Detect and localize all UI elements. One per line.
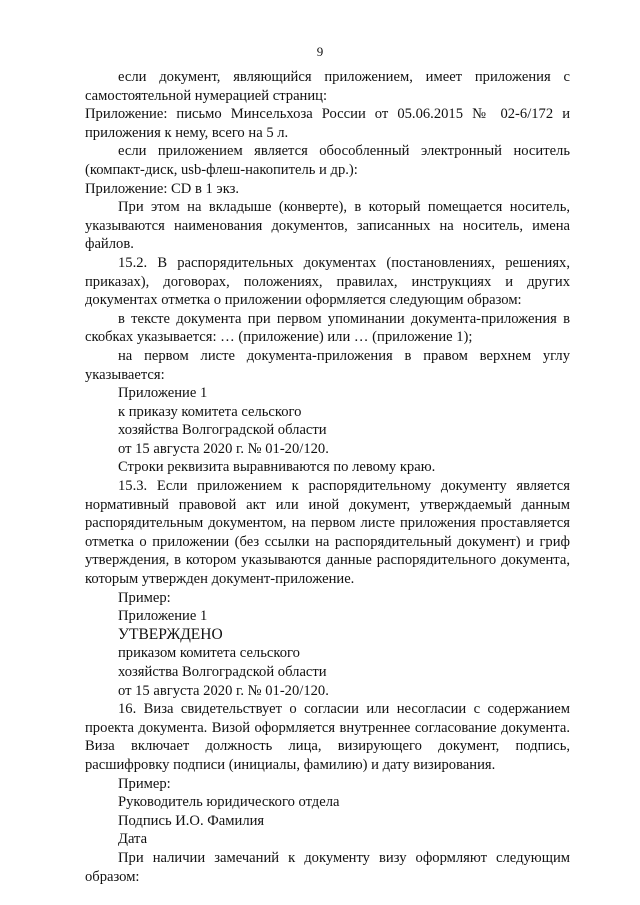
page-number: 9 — [316, 44, 324, 59]
paragraph: При этом на вкладыше (конверте), в который помещается носитель, указываются наименования документов, записанных на носитель, имена файлов. — [85, 199, 570, 253]
paragraph-15-3: 15.3. Если приложением к распорядительному документу является нормативный правовой акт или иной документ, утверждаемый данным распорядительным документом, на первом листе приложения проставляется отметка о приложении (без ссылки на распорядительный документ) и гриф утверждения, в котором указываются данные распорядительного документа, которым утвержден документ-приложение. — [85, 478, 570, 588]
requisite-line: хозяйства Волгоградской области — [118, 422, 327, 439]
paragraph: Строки реквизита выравниваются по левому краю. — [118, 459, 436, 476]
visa-line: Дата — [118, 831, 148, 848]
requisite-line: от 15 августа 2020 г. № 01-20/120. — [118, 440, 329, 457]
paragraph: в тексте документа при первом упоминании документа-приложения в скобках указывается: … (приложение) или … (приложение 1); — [85, 310, 570, 346]
visa-line: Руководитель юридического отдела — [118, 794, 340, 811]
visa-line: Подпись И.О. Фамилия — [118, 812, 265, 829]
example-label: Пример: — [118, 589, 171, 606]
requisite-line: к приказу комитета сельского — [118, 403, 302, 420]
requisite-line: от 15 августа 2020 г. № 01-20/120. — [118, 682, 329, 699]
paragraph: При наличии замечаний к документу визу оформляют следующим образом: — [85, 849, 570, 885]
paragraph: если приложением является обособленный электронный носитель (компакт-диск, usb-флеш-накопитель и др.): — [85, 143, 570, 178]
requisite-line: Приложение 1 — [118, 385, 208, 402]
requisite-line: Приложение 1 — [118, 608, 208, 625]
paragraph: если документ, являющийся приложением, имеет приложения с самостоятельной нумерацией страниц: — [85, 69, 570, 104]
paragraph: на первом листе документа-приложения в правом верхнем углу указывается: — [85, 347, 570, 383]
requisite-line: хозяйства Волгоградской области — [118, 664, 327, 680]
paragraph: Приложение: письмо Минсельхоза России от 05.06.2015 № 02-6/172 и приложения к нему, всего на 5 л. — [85, 106, 570, 141]
paragraph: Приложение: CD в 1 экз. — [85, 180, 240, 197]
paragraph-15-2: 15.2. В распорядительных документах (постановлениях, решениях, приказах), договорах, положениях, правилах, инструкциях и других документах отметка о приложении оформляется следующим образом: — [85, 254, 570, 309]
paragraph-16: 16. Виза свидетельствует о согласии или несогласии с содержанием проекта документа. Визой оформляется внутреннее согласование документа. Виза включает должность лица, визирующего документ, подпись, расшифровку подписи (инициалы, фамилию) и дату визирования. — [85, 701, 570, 773]
document-body — [85, 68, 570, 886]
requisite-line: приказом комитета сельского — [118, 645, 300, 662]
approval-stamp: УТВЕРЖДЕНО — [118, 625, 223, 643]
example-label: Пример: — [118, 775, 171, 792]
